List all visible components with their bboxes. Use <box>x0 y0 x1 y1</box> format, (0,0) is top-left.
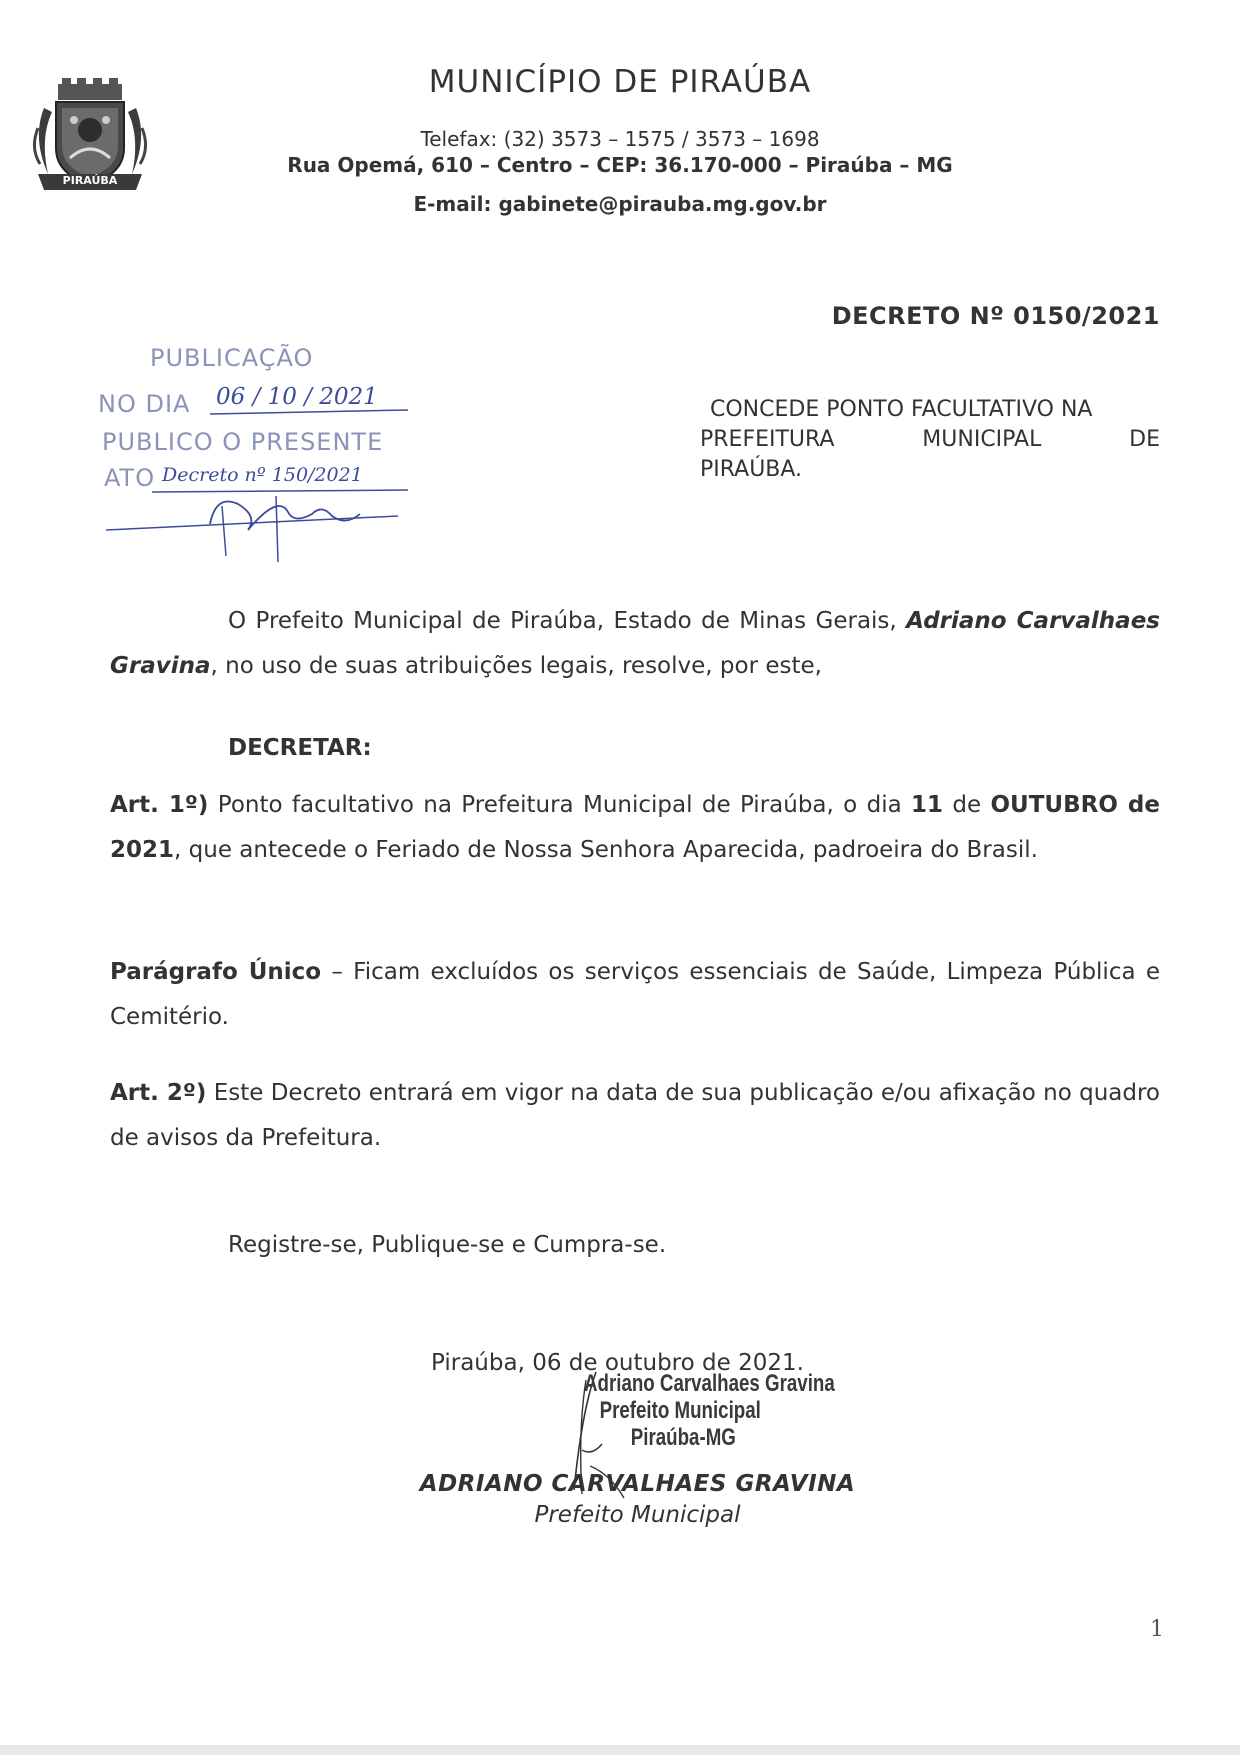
header-email: E-mail: gabinete@pirauba.mg.gov.br <box>413 192 827 216</box>
mayor-signature-stamp <box>584 1370 835 1451</box>
page-number: 1 <box>1150 1617 1164 1642</box>
paragrafo-unico-text: – Ficam excluídos os serviços essenciais de Saúde, Limpeza Pública e Cemitério. <box>110 959 1160 1030</box>
mayor-name: Adriano Carvalhaes Gravina <box>110 608 1160 679</box>
article-2 <box>110 1071 1160 1161</box>
article-1-text-3: , que antecede o Feriado de Nossa Senhora Aparecida, padroeira do Brasil. <box>174 837 1038 863</box>
signer-role: Prefeito Municipal <box>534 1502 741 1528</box>
header-address: Rua Opemá, 610 – Centro – CEP: 36.170-000 – Piraúba – MG <box>287 153 953 177</box>
signature-stamp-city: Piraúba-MG <box>630 1424 736 1451</box>
stamp-publish-line: PUBLICO O PRESENTE <box>102 428 384 456</box>
closing-formula: Registre-se, Publique-se e Cumpra-se. <box>228 1232 667 1258</box>
article-1-text-2: de <box>943 792 991 818</box>
intro-text-before: O Prefeito Municipal de Piraúba, Estado de Minas Gerais, <box>228 608 907 634</box>
article-2-label: Art. 2º) <box>110 1080 207 1106</box>
decretar-heading: DECRETAR: <box>228 735 372 761</box>
signature-stamp-role: Prefeito Municipal <box>599 1397 761 1424</box>
paragrafo-unico <box>110 950 1160 1040</box>
article-1-label: Art. 1º) <box>110 792 209 818</box>
stamp-handwritten-date: 06 / 10 / 2021 <box>216 384 378 410</box>
place-and-date: Piraúba, 06 de outubro de 2021. <box>431 1350 804 1376</box>
signer-name: ADRIANO CARVALHAES GRAVINA <box>419 1471 856 1497</box>
summary-line-2: PREFEITURA MUNICIPAL DE <box>700 427 1160 452</box>
intro-text-after: , no uso de suas atribuições legais, resolve, por este, <box>210 653 822 679</box>
municipality-title: MUNICÍPIO DE PIRAÚBA <box>428 64 812 100</box>
decree-summary <box>700 395 1160 485</box>
stamp-title: PUBLICAÇÃO <box>150 344 314 372</box>
scan-bottom-edge <box>0 1745 1240 1755</box>
paragrafo-unico-label: Parágrafo Único <box>110 959 322 985</box>
article-1 <box>110 783 1160 873</box>
decree-number: DECRETO Nº 0150/2021 <box>831 302 1160 330</box>
article-1-month-year: OUTUBRO de 2021 <box>110 792 1160 863</box>
summary-line-3: PIRAÚBA. <box>700 457 803 482</box>
article-1-text-1: Ponto facultativo na Prefeitura Municipal de Piraúba, o dia <box>208 792 912 818</box>
publication-stamp <box>98 344 428 566</box>
intro-paragraph <box>110 599 1160 689</box>
header-phone: Telefax: (32) 3573 – 1575 / 3573 – 1698 <box>420 127 820 151</box>
stamp-day-prefix: NO DIA <box>98 390 191 418</box>
article-1-day: 11 <box>911 792 944 818</box>
stamp-handwritten-act: Decreto nº 150/2021 <box>162 464 363 486</box>
summary-line-1: CONCEDE PONTO FACULTATIVO NA <box>710 397 1093 422</box>
crest-ribbon-label: PIRAÚBA <box>62 174 118 187</box>
signature-stamp-name: Adriano Carvalhaes Gravina <box>584 1370 835 1397</box>
article-2-text: Este Decreto entrará em vigor na data de sua publicação e/ou afixação no quadro de avisos da Prefeitura. <box>110 1080 1160 1151</box>
stamp-act-prefix: ATO <box>104 464 156 492</box>
